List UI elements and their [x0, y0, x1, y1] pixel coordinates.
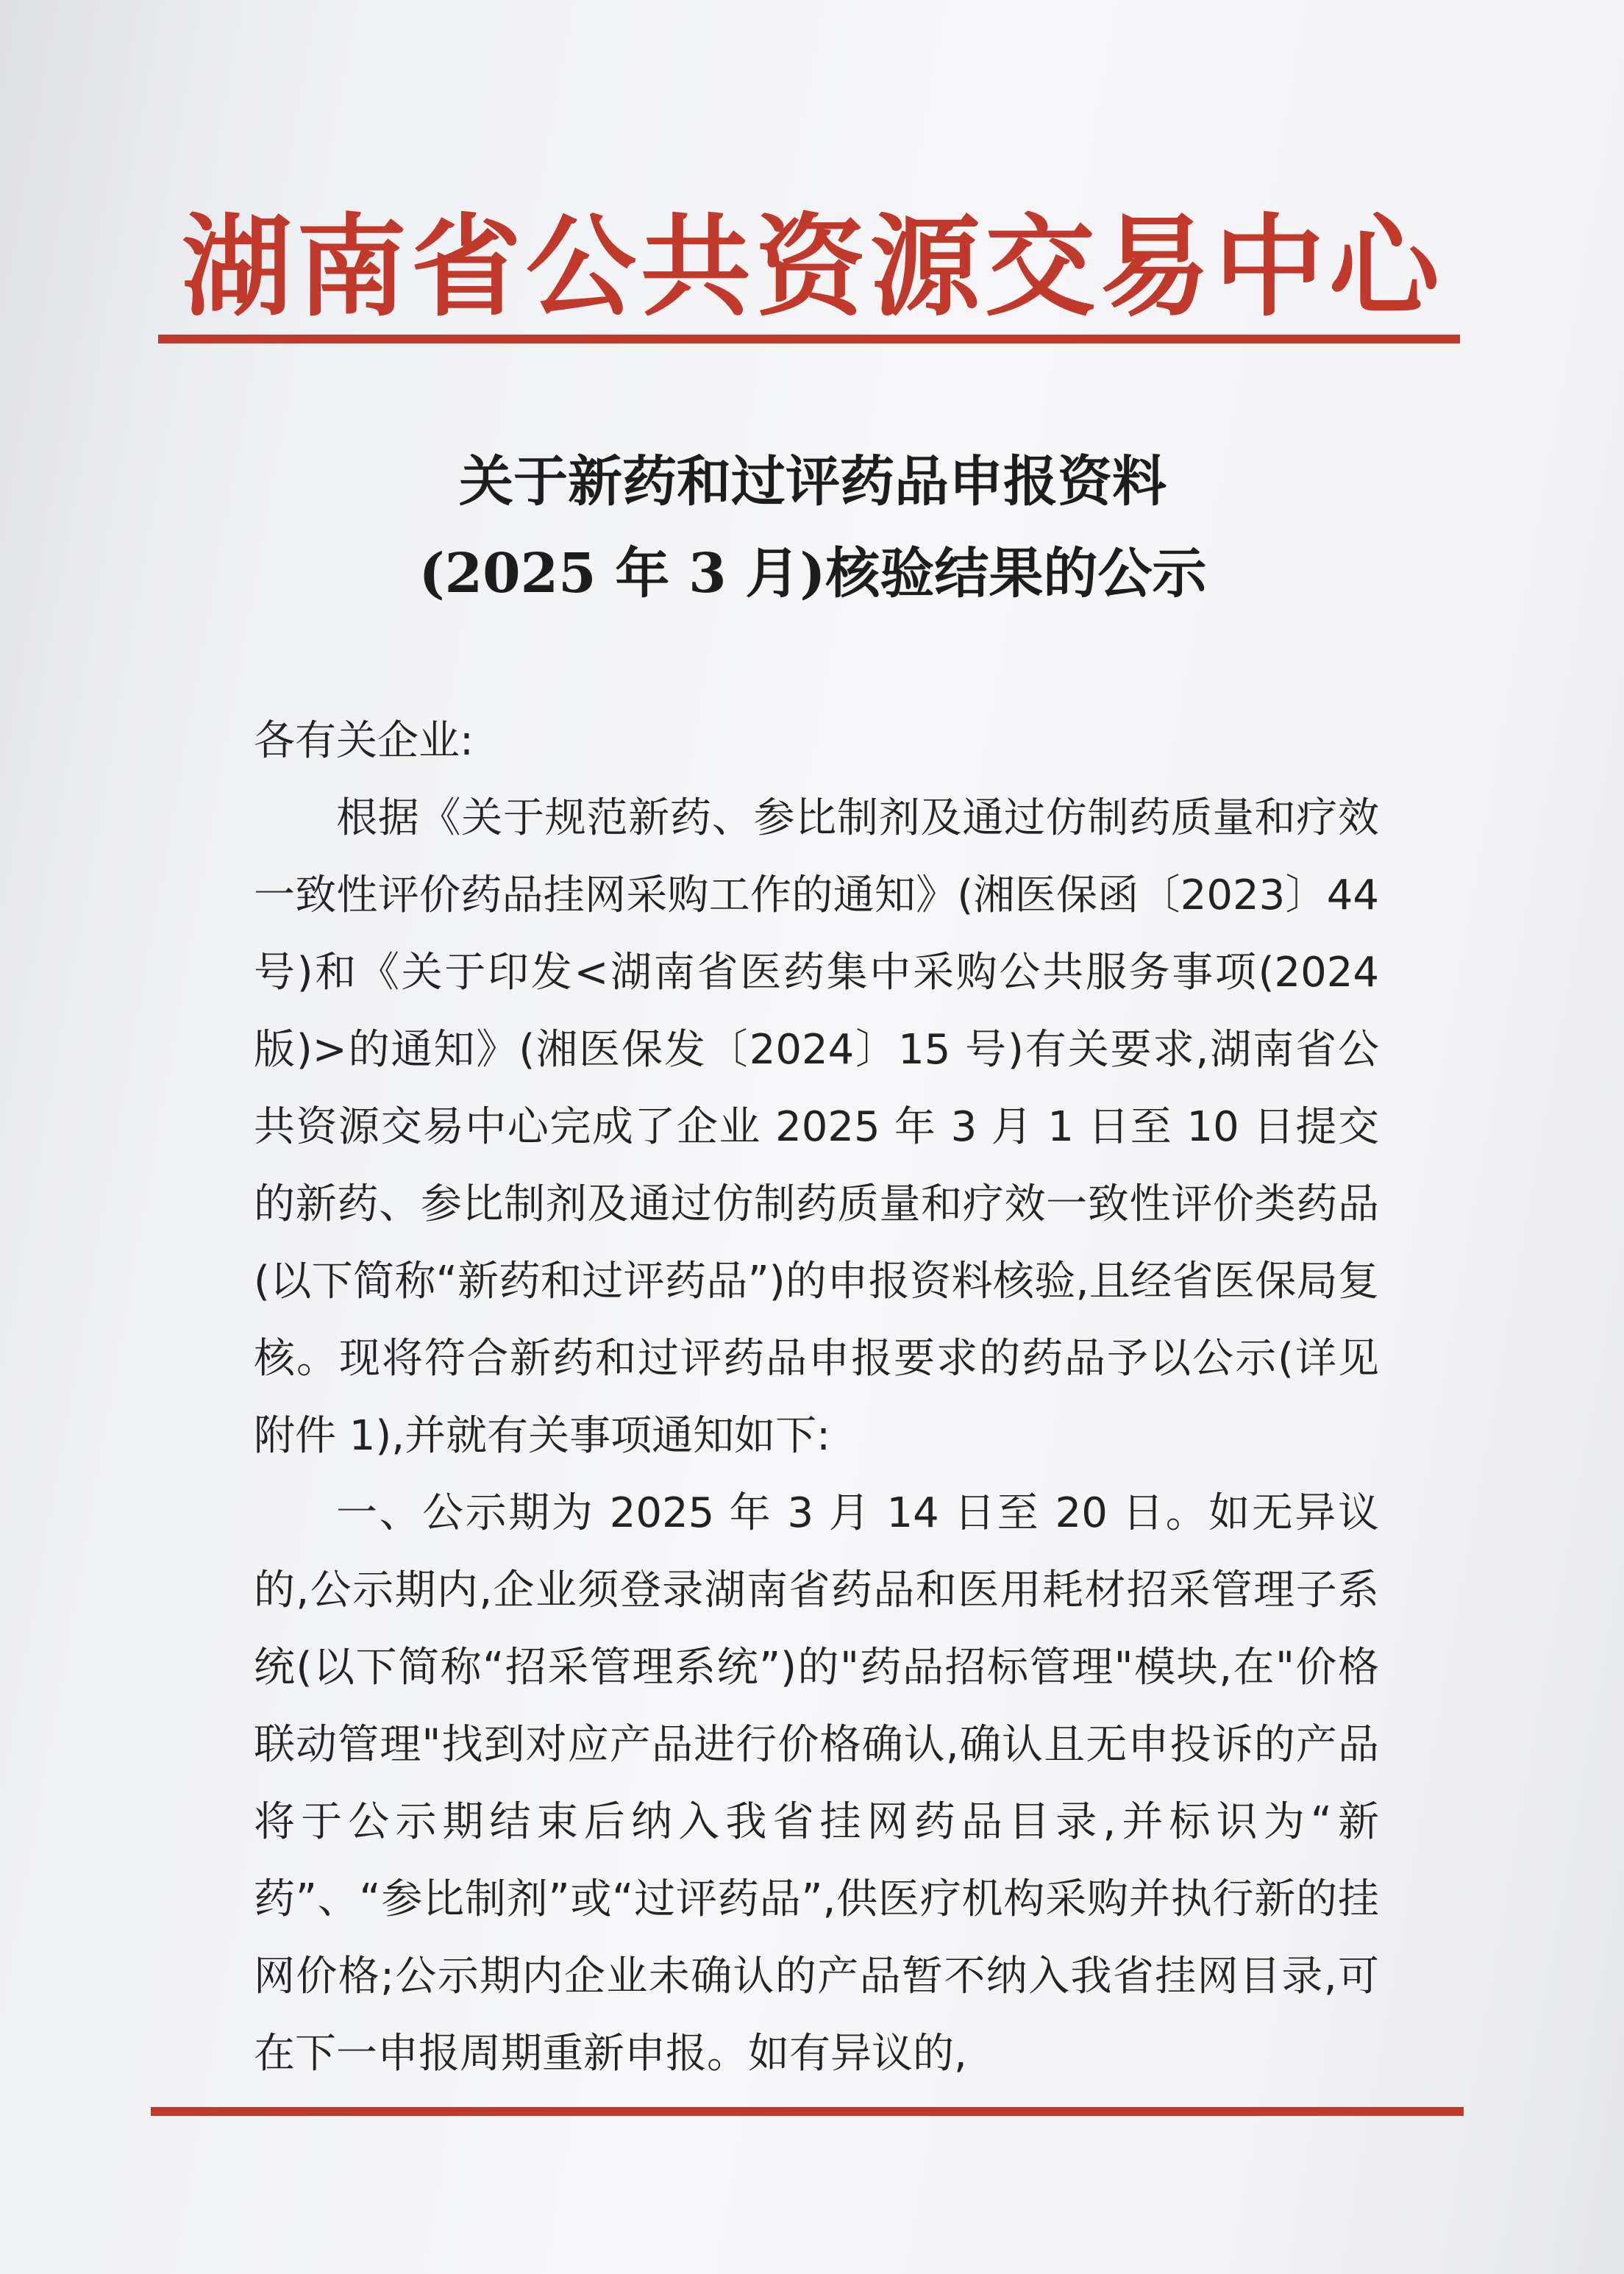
salutation: 各有关企业: — [254, 717, 474, 765]
document-title-line-1: 关于新药和过评药品申报资料 — [459, 450, 1167, 513]
letterhead-org-name: 湖南省公共资源交易中心 — [181, 202, 1444, 332]
letterhead-rule — [158, 335, 1460, 343]
footer-rule — [151, 2107, 1464, 2116]
document-title-line-2: (2025 年 3 月)核验结果的公示 — [419, 542, 1207, 605]
body-paragraph-1: 根据《关于规范新药、参比制剂及通过仿制药质量和疗效一致性评价药品挂网采购工作的通知》(湘医保函〔2023〕44 号)和《关于印发<湖南省医药集中采购公共服务事项(2024 版)>的通知》(湘医保发〔2024〕15 号)有关要求,湖南省公共资源交易中心完成了企业 2025 年 3 月 1 日至 10 日提交的新药、参比制剂及通过仿制药质量和疗效一致性评价类药品(以下简称“新药和过评药品”)的申报资料核验,且经省医保局复核。现将符合新药和过评药品申报要求的药品予以公示(详见附件 1),并就有关事项通知如下: — [254, 794, 1379, 1460]
body-paragraph-2: 一、公示期为 2025 年 3 月 14 日至 20 日。如无异议的,公示期内,企业须登录湖南省药品和医用耗材招采管理子系统(以下简称“招采管理系统”)的"药品招标管理"模块,在"价格联动管理"找到对应产品进行价格确认,确认且无申投诉的产品将于公示期结束后纳入我省挂网药品目录,并标识为“新药”、“参比制剂”或“过评药品”,供医疗机构采购并执行新的挂网价格;公示期内企业未确认的产品暂不纳入我省挂网目录,可在下一申报周期重新申报。如有异议的, — [254, 1489, 1379, 2078]
document-body — [254, 702, 1379, 2092]
